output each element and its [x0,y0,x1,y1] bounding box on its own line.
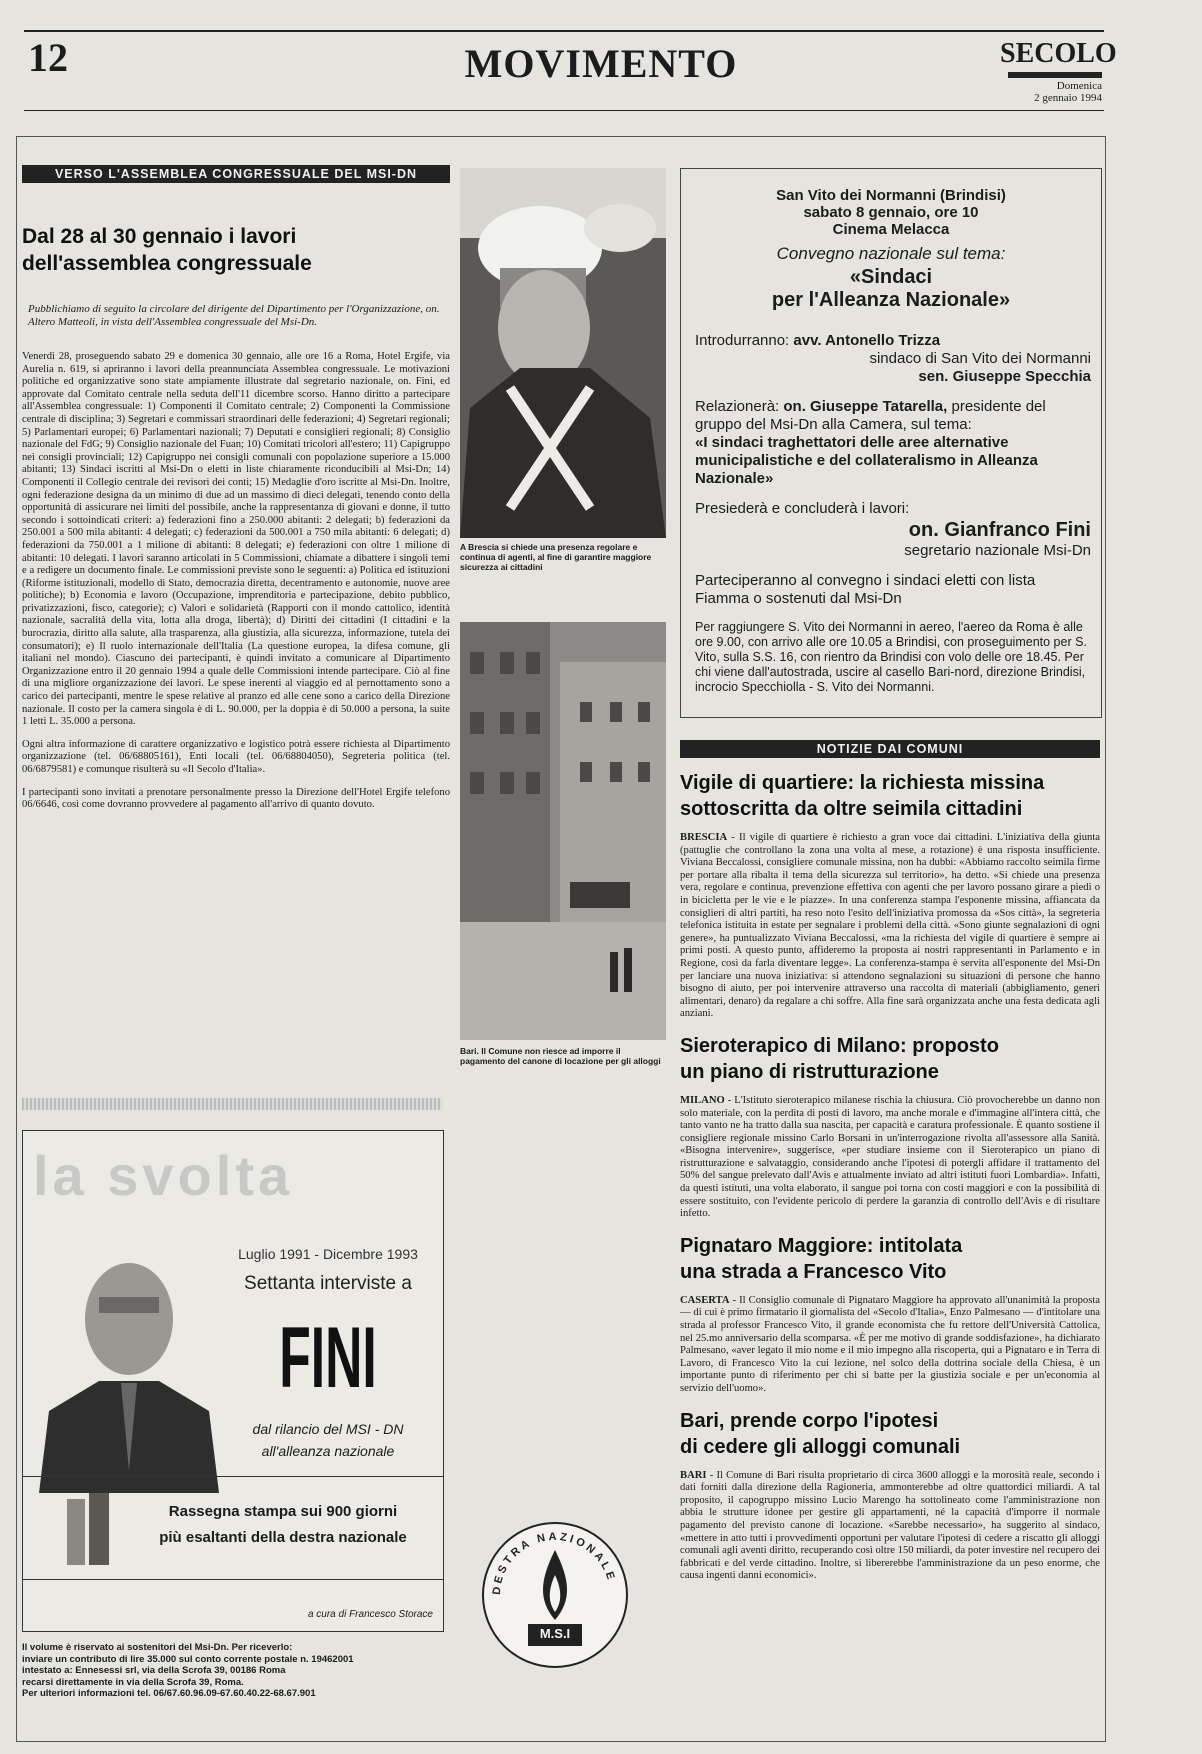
news-kicker: NOTIZIE DAI COMUNI [680,740,1100,758]
section-title: MOVIMENTO [464,41,738,86]
logo-bar [1008,72,1102,78]
article-body-info: Ogni altra informazione di carattere organizzativo e logistico potrà essere richiesta al Dipartimento organizzazione (tel. 06/68805161), Enti locali (tel. 06/68804050), Segreteria politica (tel. 06/6879581) e comunque risulterà su «Il Secolo d'Italia». [22,738,450,775]
portrait-graphic [29,1231,219,1493]
news-title-line1: Pignataro Maggiore: intitolata [680,1234,963,1257]
news-text: - Il vigile di quartiere è richiesto a gran voce dai cittadini. L'iniziativa della giunta (pattuglie che controllano la zona una volta al mese, a rotazione) è una risposta insufficiente. Viviana Beccalossi, consigliere comunale missina, non ha dubbi: «Abbiamo raccolto seimila firme per portare alla ribalta il tema della sicurezza sul territorio», ha detto. «Si chiede una presenza vera, regolare e continua, prevenzione effettiva con agenti che per lavoro possano girare a piedi o in bicicletta per le vie e le piazze». In una conferenza stampa l'esponente missina, affiancata da consiglieri di altri partiti, ha reso noto l'esito dell'iniziativa promossa da «Sos città», la segreteria telefonica istituita in estate per segnalare i problemi della città. «Sono giunte segnalazioni di ogni genere», ha puntualizzato Viviana Beccalossi, «ma la richiesta del vigile di quartiere è sempre ai primi posti. A questo punto, affideremo la proposta ai nostri rappresentanti in Parlamento e in Regione, così da farla diventare legge». La conferenza-stampa è servita all'esponente del Msi-Dn per lanciare una nuova iniziativa: si attendono segnalazioni su situazioni di persone che hanno bisogno di aiuto, per poi intervenire attraverso una raccolta di materiali (abbigliamento, generi alimentari, denaro) da regalare a chi soffre. Alla fine sarà organizzata anche una festa dedicata agli anziani. [680,832,1100,1020]
rel-rest: presidente del gruppo del Msi-Dn alla Camera, sul tema: [695,398,1046,433]
street-photo-graphic [460,622,666,1040]
ad-curator: a cura di Francesco Storace [307,1609,433,1620]
news-text: - Il Consiglio comunale di Pignataro Maggiore ha approvato all'unanimità la proposta — di cui è primo firmatario il giornalista del «Secolo d'Italia», Enzo Palmesano — d'intitolare una strada al professor Francesco Vito, il grande economista che fu rettore dell'Università Cattolica, nel 25.mo anniversario della scomparsa. «È per me motivo di grande soddisfazione», ha dichiarato Palmesano, «aver legato il mio nome e il mio impegno alla riscoperta, qui a Pignataro e in Terra di Lavoro, di Francesco Vito la cui lezione, nel solco della dottrina sociale della Chiesa, è un importante punto di riferimento per chi si batte per la giustizia sociale e per un'economia al servizio dell'uomo». [680,1294,1100,1394]
ad-note-1: Il volume è riservato ai sostenitori del Msi-Dn. Per riceverlo: [22,1642,293,1653]
book-advertisement [22,1130,444,1632]
ad-tag1: dal rilancio del MSI - DN [252,1421,404,1437]
page-number: 12 [28,35,68,80]
event-title-2: per l'Alleanza Nazionale» [771,289,1011,311]
article-title-line1: Dal 28 al 30 gennaio i lavori [22,225,297,248]
emblem-arc-text: DESTRA NAZIONALE [490,1530,618,1596]
ad-portrait [29,1231,219,1493]
news-title-line1: Bari, prende corpo l'ipotesi [680,1409,939,1432]
news-city: MILANO [680,1094,725,1106]
intro-label: Introdurranno: [695,332,790,349]
news-city: BRESCIA [680,832,728,843]
rel-label: Relazionerà: [695,398,780,415]
news-title-line2: di cedere gli alloggi comunali [680,1435,961,1458]
issue-day: Domenica [1056,80,1102,92]
emblem-label: M.S.I [539,1626,571,1641]
event-box [680,168,1102,718]
news-title-line1: Sieroterapico di Milano: proposto [680,1034,999,1057]
photo-caption-bari: Bari. Il Comune non riesce ad imporre il pagamento del canone di locazione per gli alloggi [460,1046,661,1066]
news-city: CASERTA [680,1294,730,1306]
top-rule [24,30,1104,32]
ad-rassegna-line2: più esaltanti della destra nazionale [159,1529,407,1546]
news-text: - L'Istituto sieroterapico milanese rischia la chiusura. Ciò provocherebbe un danno non solo materiale, con la perdita di posti di lavoro, ma anche morale e d'immagine all'intera città, che tanto vanto ne ha tratto dalla sua nascita, per capacità e caratura professionale. È quanto sostiene il consigliere regionale missino Carlo Borsani in un'interrogazione rivolta all'assessore alla Sanità. «Bisogna intervenire», suggerisce, «per studiare insieme con il Sieroterapico un piano di ristrutturazione e salvataggio, considerando anche l'ipotesi di potergli affidare il trattamento del 50% del sangue prelevato dall'Avis e attualmente inviato ad altri istituti fuori Lombardia». Infatti, da questi istituti, una volta elaborato, il sangue poi torna con costi maggiori e con la possibilità di essere sostituito, con l'evidente pericolo di perdere la garanzia di controllo dell'Avis e di risultare infetto. [680,1094,1100,1220]
news-title-line2: una strada a Francesco Vito [680,1260,947,1283]
news-title [680,770,1100,822]
event-location: San Vito dei Normanni (Brindisi) [776,187,1006,204]
ad-note-3: intestato a: Ennesessi srl, via della Scrofa 39, 00186 Roma [22,1665,286,1676]
article-title [22,223,450,277]
news-item-brescia [680,770,1100,1021]
ad-rule-2 [23,1579,443,1580]
rel-name: on. Giuseppe Tatarella, [783,398,948,415]
news-item-caserta [680,1233,1100,1396]
chair-name: on. Gianfranco Fini [908,519,1091,541]
news-title [680,1408,1100,1460]
ad-subtitle: Settanta interviste a [244,1273,412,1294]
msi-emblem [480,1520,630,1670]
participants: Parteciperanno al convegno i sindaci eletti con lista Fiamma o sostenuti dal Msi-Dn [695,572,1036,607]
news-title-line2: sottoscritta da oltre seimila cittadini [680,798,1023,820]
intro-name-2: sen. Giuseppe Specchia [918,368,1091,385]
event-venue: Cinema Melacca [832,221,950,238]
separator-bar [22,1098,442,1110]
chair-label: Presiederà e concluderà i lavori: [695,500,910,517]
intro-name-1: avv. Antonello Trizza [793,332,941,349]
ad-note-2: inviare un contributo di lire 35.000 sul conto corrente postale n. 19462001 [22,1653,354,1665]
news-city: BARI [680,1469,707,1481]
news-title [680,1233,1100,1285]
article-lead: Pubblichiamo di seguito la circolare del dirigente del Dipartimento per l'Organizzazione, on. Altero Matteoli, in vista dell'Assemblea congressuale del Msi-Dn. [28,303,440,328]
article-body: Venerdì 28, proseguendo sabato 29 e domenica 30 gennaio, alle ore 16 a Roma, Hotel Ergife, via Aurelia n. 619, si apriranno i lavori della preannunciata Assemblea congressuale. Le motivazioni politiche ed organizzative sono state ampiamente illustrate dal segretario nazionale, on. Fini, ed approvate dal Comitato centrale nella seduta dell'11 dicembre scorso. Hanno diritto a partecipare all'Assemblea congressuale: 1) Componenti il Comitato centrale; 2) Componenti la Commissione centrale di disciplina; 3) Segretari e commissari straordinari delle federazioni; 4) Segretari regionali; 5) Parlamentari europei; 6) Parlamentari nazionali; 7) Deputati e consiglieri regionali; 8) Consiglio nazionale del FdG; 9) Consiglio nazionale del Fuan; 10) Comitati tricolori all'estero; 11) Capigruppo nei consigli provinciali; 12) Capigruppo nei consigli comunali con popolazione superiore a 15.000 abitanti; 13) Sindaci iscritti al Msi-Dn o eletti in liste chiaramente riconducibili al Msi-Dn; 14) Componenti il Collegio centrale dei revisori dei conti; 15) Medaglie d'oro iscritte al Msi-Dn. Inoltre, ogni federazione designa da un minimo di due ad un massimo di dieci delegati, tenendo conto della opportunità di assicurare nei limiti del possibile, anche la rappresentanza di giovani e donne, il tutto secondo i sottoindicati criteri: a) federazioni fino a 250.000 abitanti: 2 delegati; b) federazioni da 250.001 a 500 mila abitanti: 4 delegati; c) federazioni da 500.001 a 750 mila abitanti: 6 delegati; d) federazioni da 750.001 a 1 milione di abitanti: 8 delegati; e) federazioni con oltre 1 milione di abitanti: 10 delegati. I lavori saranno articolati in 5 Commissioni, chiamate a dibattere i singoli temi e a redigere un documento finale. Le commissioni previste sono le seguenti: a) Politica ed istituzioni (Riforme istituzionali, modello di Stato, democrazia diretta, decentramento e autonomie, nuove aree politiche); b) Economia e lavoro (Occupazione, imprenditoria e partecipazione, debito pubblico, privatizzazioni, fisco, categorie); c) Valori e solidarietà (Rapporti con il mondo cattolico, identità nazionale, sacralità della vita, lotta alla droga, libertà); d) Diritti dei cittadini (I cittadini e la burocrazia, diritto alla salute, alla trasparenza, alla giustizia, alla sicurezza, informazione, tutela dei consumatori); e) Il ruolo internazionale dell'Italia (La questione europea, la difesa comune, gli italiani nel mondo). Ciascuno dei partecipanti, è quindi invitato a comunicare al Dipartimento Organizzazione entro il 20 gennaio 1994 a quale delle Commissioni intende partecipare. Ciò al fine di una migliore organizzazione dei lavori. Le spese inerenti al viaggio ed al pernottamento sono a carico dei partecipanti, mentre le spese relative al pranzo ed alle cene sono a carico della Direzione nazionale. Il costo per la camera singola è di L. 90.000, per la doppia è di 50.000 a persona, la suite 1 letti L. 35.000 a persona. [22,351,450,728]
intro-role-1: sindaco di San Vito dei Normanni [869,350,1091,367]
news-item-milano [680,1033,1100,1221]
masthead-rule [24,110,1104,111]
ad-name: FINI [279,1310,377,1406]
article-title-line2: dell'assemblea congressuale [22,252,312,275]
ad-note-5: Per ulteriori informazioni tel. 06/67.60.96.09-67.60.40.22-68.67.901 [22,1688,316,1699]
news-column [680,770,1100,1730]
event-intro: Convegno nazionale sul tema: [776,244,1006,263]
police-photo-graphic [460,168,666,538]
news-text: - Il Comune di Bari risulta proprietario di circa 3600 alloggi e la morosità reale, secondo i dati forniti dalla direzione della Ragioneria, ammonterebbe ad oltre quattordici miliardi. A tal proposito, il capogruppo missino Lucio Marengo ha sottolineato come l'amministrazione non abbia le strutture idonee per gestire gli appartamenti, né la capacità d'imporre il normale pagamento del previsto canone di locazione. «Sarebbe necessario», ha suggerito al sindaco, «mettere in atto tutti i provvedimenti opportuni per valutare l'ipotesi di cedere a riscatto gli alloggi comunali agli aventi diritto, recuperando così oltre 150 miliardi, da poter investire nel recupero dei fabbricati e del verde cittadino. Inoltre, si libererebbe l'amministrazione da un peso enorme, che causa ingenti danni economici». [680,1469,1100,1582]
photo-bari-street [460,622,666,1040]
photo-brescia-police [460,168,666,538]
news-title-line2: un piano di ristrutturazione [680,1060,939,1083]
newspaper-logo: SECOLO [1000,38,1117,69]
issue-date: 2 gennaio 1994 [1034,92,1102,104]
ad-tag2: all'alleanza nazionale [261,1443,395,1459]
ad-period: Luglio 1991 - Dicembre 1993 [238,1246,418,1262]
ad-note-4: recarsi direttamente in via della Scrofa 39, Roma. [22,1676,244,1688]
ad-title: la svolta [33,1144,294,1207]
ad-order-notes [22,1642,442,1700]
travel-info: Per raggiungere S. Vito dei Normanni in aereo, l'aereo da Roma è alle ore 9.00, con arrivo alle ore 10.05 a Brindisi, con proseguimento per S. Vito, sulla S.S. 16, con rientro da Brindisi con volo delle ore 18.45. Per chi viene dall'autostrada, uscire al casello Bari-nord, direzione Brindisi, incrocio Specchiolla - S. Vito dei Normanni. [695,620,1087,694]
article-kicker: VERSO L'ASSEMBLEA CONGRESSUALE DEL MSI-DN [22,165,450,183]
ad-rassegna-line1: Rassegna stampa sui 900 giorni [168,1503,398,1520]
rel-topic: «I sindaci traghettatori delle aree alternative municipalistiche e del collateralismo in Alleanza Nazionale» [695,434,1038,487]
chair-role: segretario nazionale Msi-Dn [904,542,1091,559]
news-title [680,1033,1100,1085]
article-body-booking: I partecipanti sono invitati a prenotare personalmente presso la Direzione dell'Hotel Ergife telefono 06/6646, così come dovranno provvedere al pagamento all'arrivo di quanto dovuto. [22,786,450,811]
news-title-line1: Vigile di quartiere: la richiesta missina [680,772,1045,794]
ad-rule [23,1476,443,1477]
event-date: sabato 8 gennaio, ore 10 [803,204,979,221]
news-item-bari [680,1408,1100,1583]
book-stack-icon [63,1489,119,1569]
photo-caption-brescia: A Brescia si chiede una presenza regolare e continua di agenti, al fine di garantire maggiore sicurezza ai cittadini [460,542,652,572]
event-title-1: «Sindaci [849,266,933,288]
